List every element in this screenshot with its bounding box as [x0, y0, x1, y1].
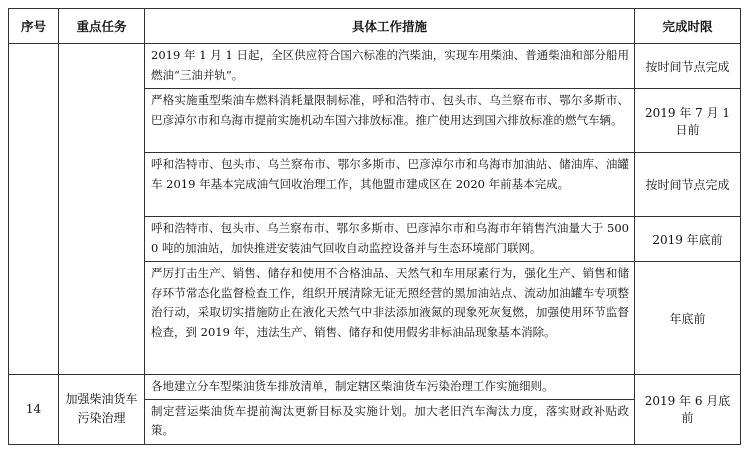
table-header-row	[9, 9, 741, 44]
deadline-cell: 2019 年 6 月底前	[635, 375, 741, 445]
measure-cell: 各地建立分车型柴油货车排放清单，制定辖区柴油货车污染治理工作实施细则。	[145, 375, 635, 400]
header-deadline: 完成时限	[635, 9, 741, 44]
measure-cell: 制定营运柴油货车提前淘汰更新目标及实施计划。加大老旧汽车淘汰力度，落实财政补贴政策。	[145, 399, 635, 444]
measures-table	[8, 8, 741, 445]
task-cell: 加强柴油货车污染治理	[59, 375, 145, 445]
measure-cell: 严厉打击生产、销售、储存和使用不合格油品、天然气和车用尿素行为，强化生产、销售和储存环节常态化监督检查工作，组织开展清除无证无照经营的黑加油站点、流动加油罐车专项整治行动，采取切实措施防止在液化天然气中非法添加液氮的现象死灰复燃，加强使用环节监督检查，到 2019 年，违法生产、销售、储存和使用假劣非标油品现象基本消除。	[145, 262, 635, 375]
measure-cell: 严格实施重型柴油车燃料消耗量限制标准，呼和浩特市、包头市、乌兰察布市、鄂尔多斯市、巴彦淖尔市和乌海市提前实施机动车国六排放标准。推广使用达到国六排放标准的燃气车辆。	[145, 89, 635, 153]
header-measures: 具体工作措施	[145, 9, 635, 44]
deadline-cell: 按时间节点完成	[635, 44, 741, 89]
header-task: 重点任务	[59, 9, 145, 44]
measure-cell: 呼和浩特市、包头市、乌兰察布市、鄂尔多斯市、巴彦淖尔市和乌海市年销售汽油量大于 5000 吨的加油站，加快推进安装油气回收自动监控设备并与生态环境部门联网。	[145, 217, 635, 262]
deadline-cell: 年底前	[635, 262, 741, 375]
measure-cell: 2019 年 1 月 1 日起，全区供应符合国六标准的汽柴油，实现车用柴油、普通柴油和部分船用燃油“三油并轨”。	[145, 44, 635, 89]
deadline-cell: 2019 年 7 月 1 日前	[635, 89, 741, 153]
deadline-cell: 按时间节点完成	[635, 153, 741, 217]
measure-cell: 呼和浩特市、包头市、乌兰察布市、鄂尔多斯市、巴彦淖尔市和乌海市加油站、储油库、油罐车 2019 年基本完成油气回收治理工作，其他盟市建成区在 2020 年前基本完成。	[145, 153, 635, 217]
task-cell-empty	[59, 44, 145, 375]
number-cell: 14	[9, 375, 59, 445]
document-page	[8, 8, 740, 445]
table-row	[9, 375, 741, 400]
header-number: 序号	[9, 9, 59, 44]
number-cell-empty	[9, 44, 59, 375]
deadline-cell: 2019 年底前	[635, 217, 741, 262]
table-row	[9, 44, 741, 89]
